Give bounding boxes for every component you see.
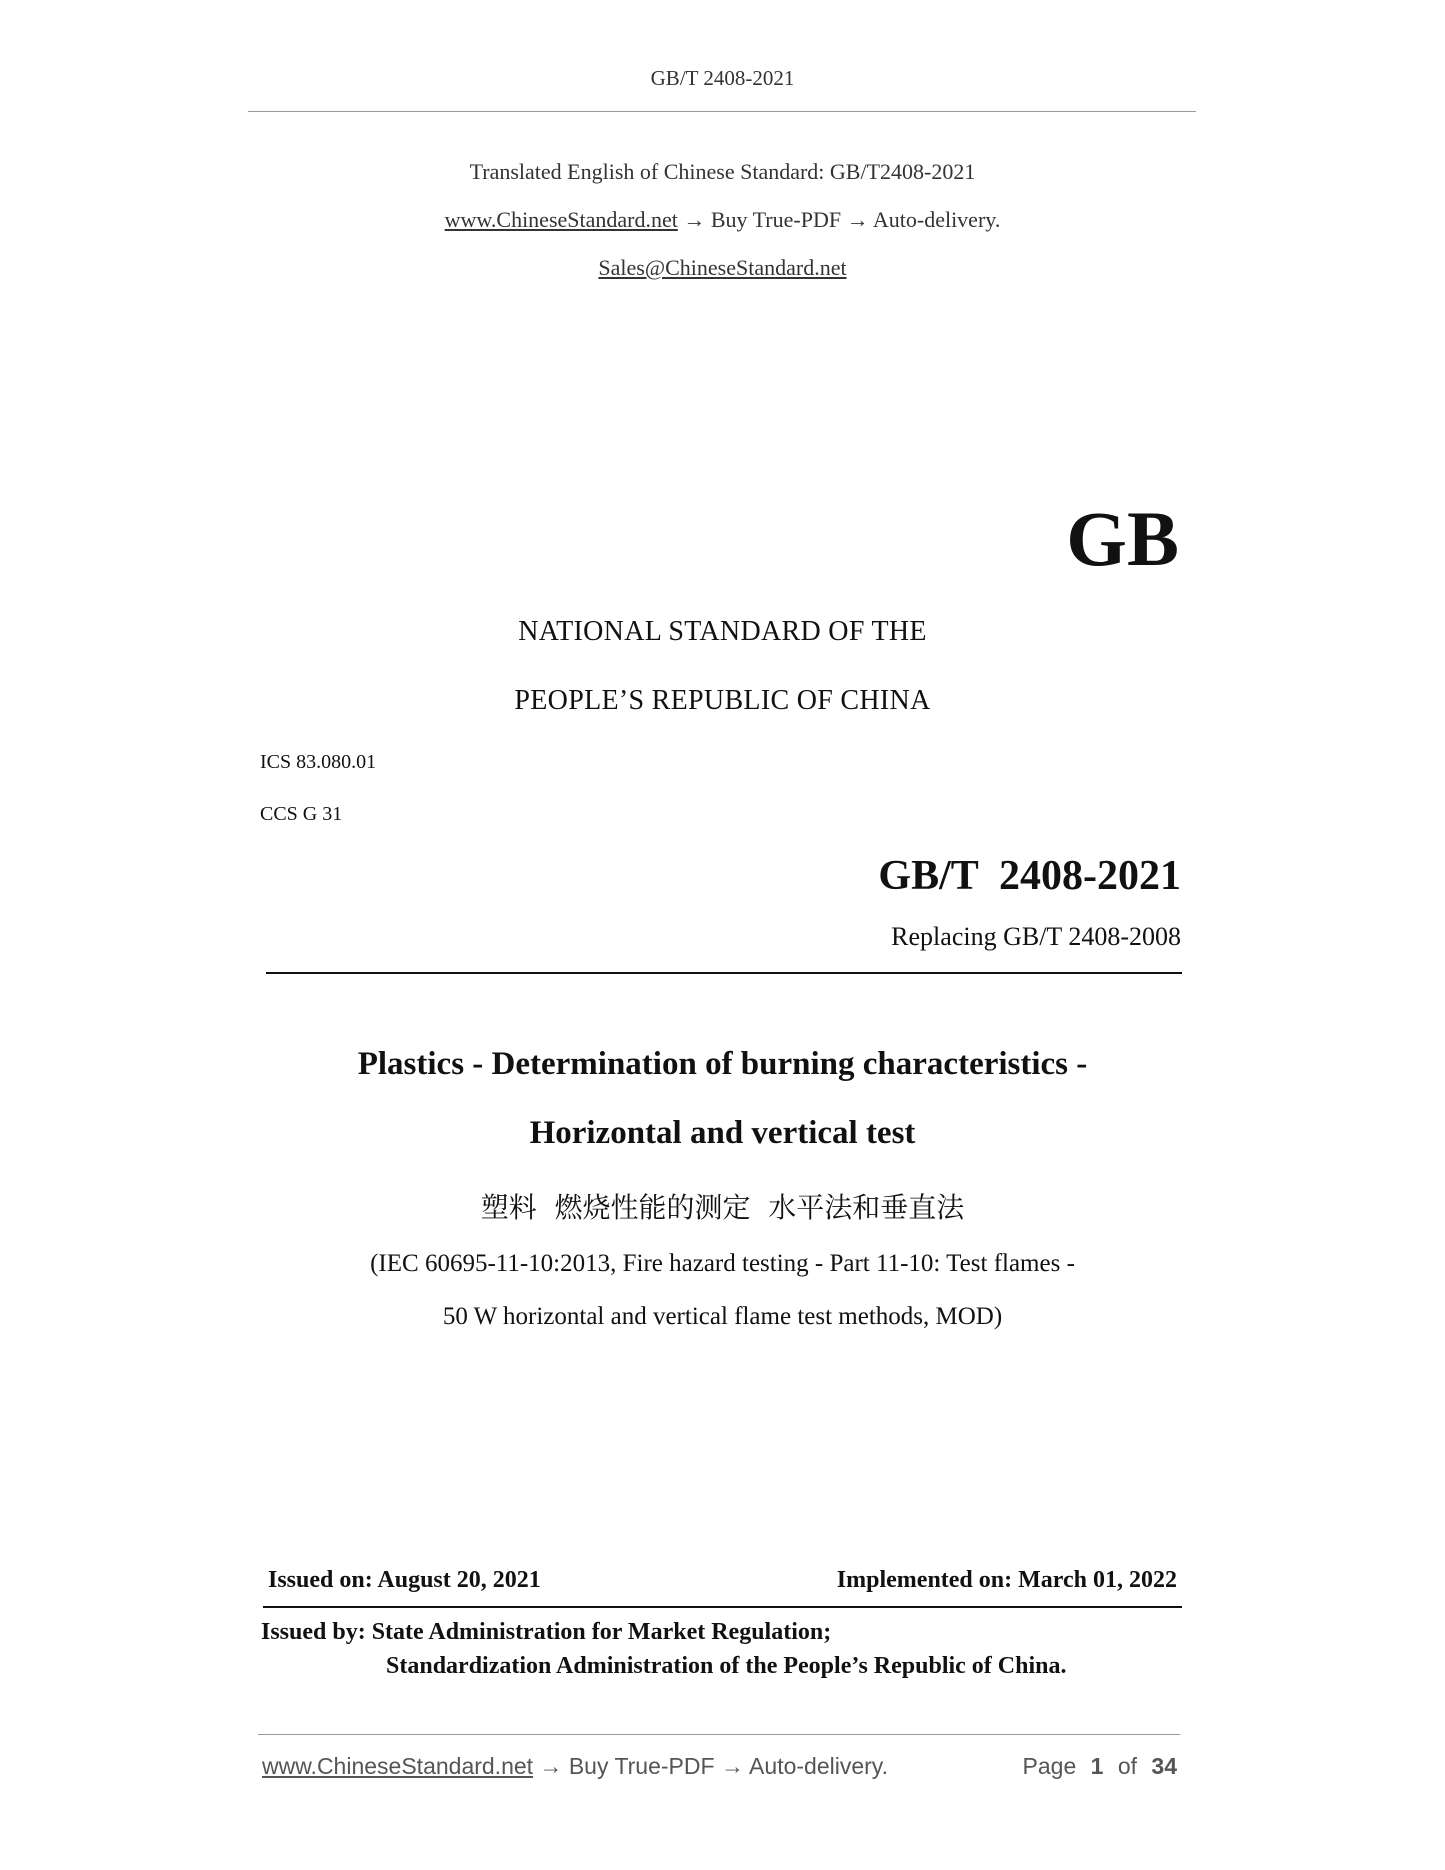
footer-purchase-suffix: → Buy True-PDF → Auto-delivery. — [539, 1753, 888, 1779]
standard-number: GB/T 2408-2021 — [878, 853, 1181, 899]
national-standard-line2: PEOPLE’S REPUBLIC OF CHINA — [514, 685, 931, 716]
sales-email-link[interactable]: Sales@ChineseStandard.net — [598, 255, 847, 280]
issued-by-line2: Standardization Administration of the People’s Republic of China. — [386, 1653, 1067, 1679]
iec-reference-line1: (IEC 60695-11-10:2013, Fire hazard testing - Part 11-10: Test flames - — [370, 1250, 1075, 1277]
national-standard-line1: NATIONAL STANDARD OF THE — [518, 616, 927, 647]
purchase-line-suffix: → Buy True-PDF → Auto-delivery. — [683, 207, 1001, 232]
page-total: 34 — [1151, 1753, 1177, 1779]
purchase-line — [0, 207, 1445, 233]
footer-purchase-line — [262, 1753, 888, 1780]
ics-code: ICS 83.080.01 — [260, 751, 377, 773]
running-header: GB/T 2408-2021 — [650, 66, 795, 90]
iec-reference-line2: 50 W horizontal and vertical flame test methods, MOD) — [442, 1303, 1003, 1330]
page-label: Page — [1022, 1753, 1077, 1779]
header-divider — [248, 111, 1196, 112]
implemented-on-date: Implemented on: March 01, 2022 — [836, 1567, 1177, 1593]
site-link[interactable]: www.ChineseStandard.net — [444, 207, 678, 232]
ccs-code: CCS G 31 — [260, 803, 343, 825]
number-divider — [266, 972, 1182, 974]
email-line — [0, 255, 1445, 281]
issued-by-line1: Issued by: State Administration for Market Regulation; — [261, 1619, 832, 1645]
of-label: of — [1117, 1753, 1138, 1779]
page-indicator — [1023, 1753, 1177, 1780]
footer-divider — [258, 1734, 1180, 1735]
footer-site-link[interactable]: www.ChineseStandard.net — [262, 1753, 534, 1779]
issued-on-date: Issued on: August 20, 2021 — [268, 1567, 541, 1593]
translation-notice: Translated English of Chinese Standard: GB/T2408-2021 — [469, 159, 976, 184]
dates-divider — [263, 1606, 1182, 1608]
page-number: 1 — [1090, 1753, 1104, 1779]
gb-mark: GB — [1066, 495, 1179, 582]
replacing-standard: Replacing GB/T 2408-2008 — [891, 922, 1181, 951]
title-line1: Plastics - Determination of burning characteristics - — [357, 1046, 1088, 1082]
chinese-title: 塑料 燃烧性能的测定 水平法和垂直法 — [480, 1191, 965, 1224]
title-line2: Horizontal and vertical test — [529, 1115, 916, 1151]
